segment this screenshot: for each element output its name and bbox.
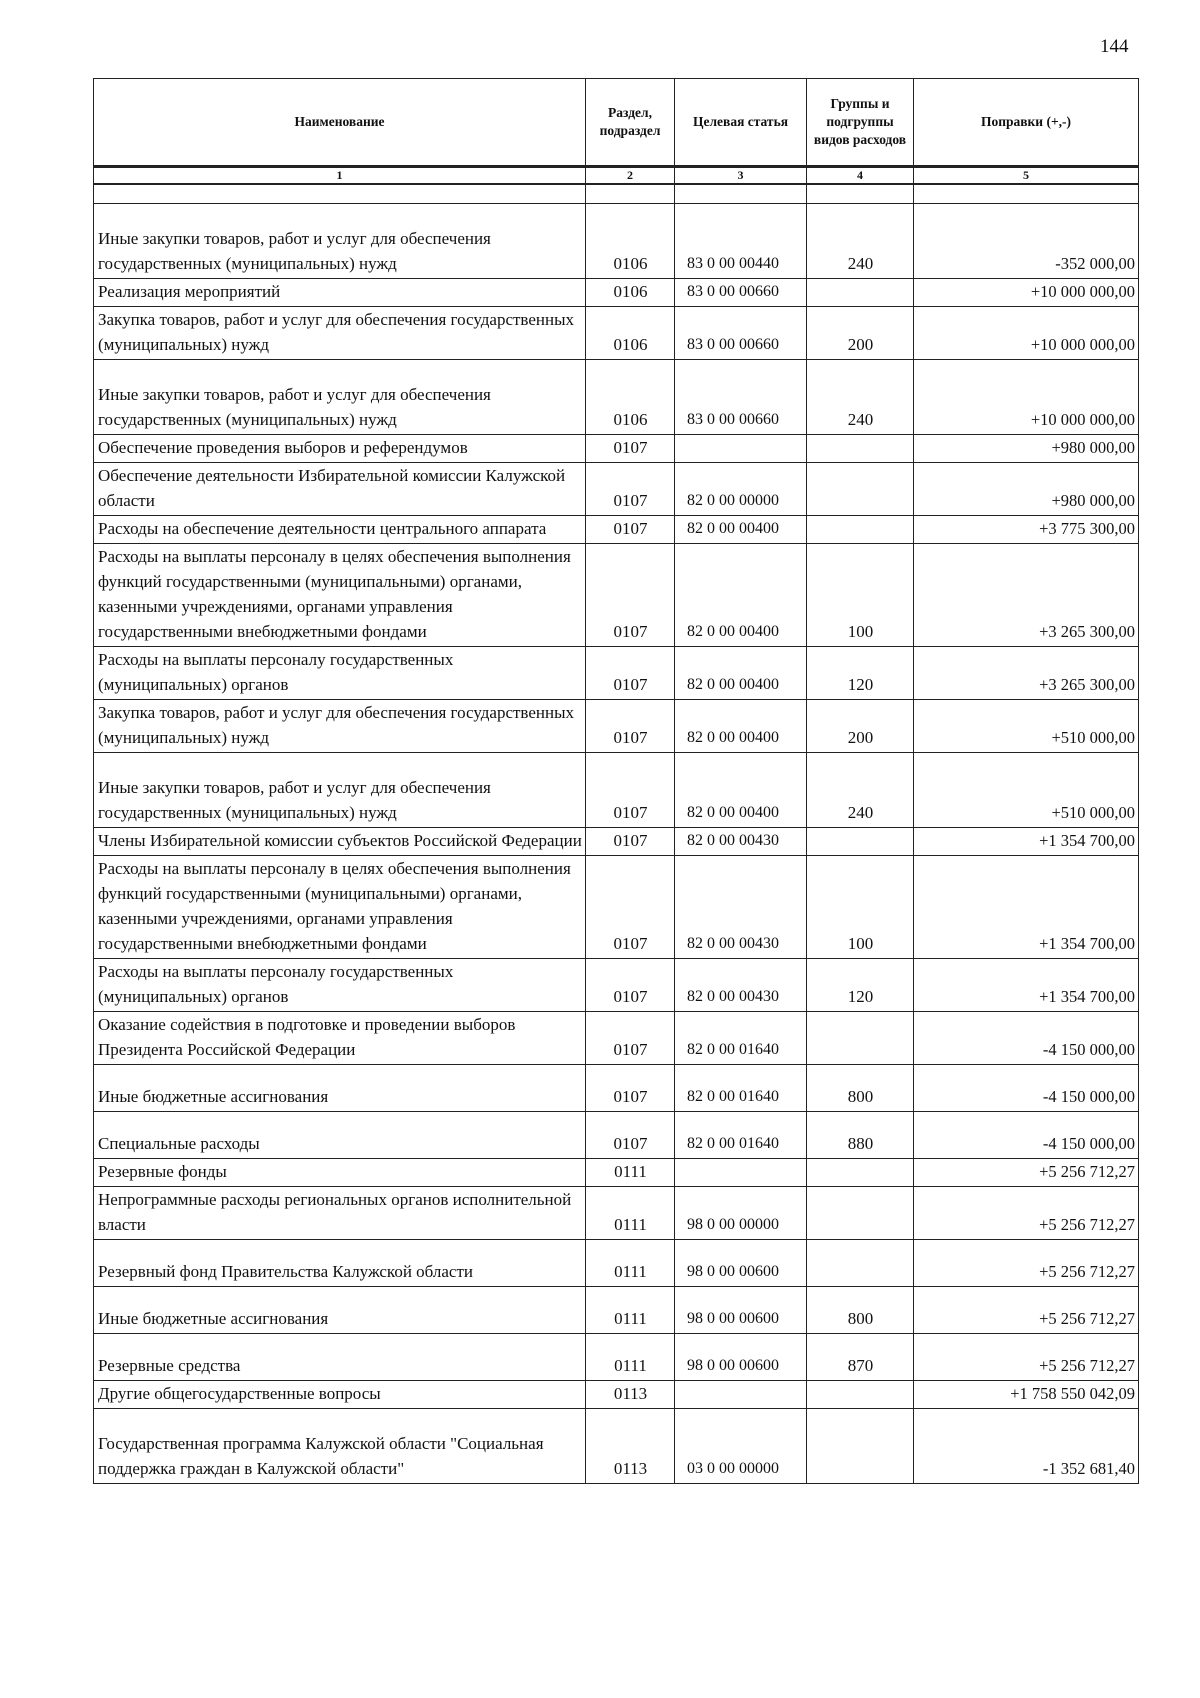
row-group-cell	[807, 1240, 914, 1287]
row-group-cell: 200	[807, 307, 914, 360]
row-amount-cell: -4 150 000,00	[914, 1012, 1139, 1065]
row-name-cell: Расходы на обеспечение деятельности центрального аппарата	[94, 516, 586, 544]
row-group-cell: 800	[807, 1065, 914, 1112]
table-row	[94, 279, 1139, 307]
row-section-cell: 0111	[586, 1287, 675, 1334]
header-section: Раздел, подраздел	[586, 79, 675, 167]
header-groups: Группы и подгруппы видов расходов	[807, 79, 914, 167]
row-name-cell: Непрограммные расходы региональных органов исполнительной власти	[94, 1187, 586, 1240]
row-section-cell: 0113	[586, 1381, 675, 1409]
row-amount-cell: +5 256 712,27	[914, 1240, 1139, 1287]
row-amount-cell: +10 000 000,00	[914, 279, 1139, 307]
row-section-cell: 0107	[586, 959, 675, 1012]
row-amount-cell: +5 256 712,27	[914, 1159, 1139, 1187]
row-name-cell: Реализация мероприятий	[94, 279, 586, 307]
row-section-cell: 0107	[586, 544, 675, 647]
row-name-cell: Обеспечение проведения выборов и референдумов	[94, 435, 586, 463]
spacer-row	[94, 184, 1139, 204]
row-amount-cell: +1 354 700,00	[914, 856, 1139, 959]
spacer-cell	[675, 184, 807, 204]
row-section-cell: 0111	[586, 1159, 675, 1187]
row-name-cell: Государственная программа Калужской области "Социальная поддержка граждан в Калужской области"	[94, 1409, 586, 1484]
table-row	[94, 1012, 1139, 1065]
budget-amendments-table	[93, 78, 1139, 1484]
row-amount-cell: +3 265 300,00	[914, 544, 1139, 647]
header-row	[94, 79, 1139, 167]
row-group-cell	[807, 1381, 914, 1409]
row-amount-cell: +5 256 712,27	[914, 1187, 1139, 1240]
row-group-cell	[807, 1159, 914, 1187]
table-row	[94, 856, 1139, 959]
row-target-cell: 82 0 00 01640	[675, 1012, 807, 1065]
row-target-cell: 82 0 00 01640	[675, 1065, 807, 1112]
table-row	[94, 544, 1139, 647]
row-amount-cell: +1 354 700,00	[914, 959, 1139, 1012]
row-group-cell: 240	[807, 753, 914, 828]
row-target-cell: 83 0 00 00660	[675, 279, 807, 307]
row-group-cell: 240	[807, 204, 914, 279]
row-name-cell: Оказание содействия в подготовке и проведении выборов Президента Российской Федерации	[94, 1012, 586, 1065]
row-name-cell: Иные закупки товаров, работ и услуг для обеспечения государственных (муниципальных) нужд	[94, 753, 586, 828]
row-amount-cell: +5 256 712,27	[914, 1334, 1139, 1381]
row-group-cell: 100	[807, 544, 914, 647]
row-group-cell	[807, 1012, 914, 1065]
row-amount-cell: +510 000,00	[914, 753, 1139, 828]
column-number-row	[94, 167, 1139, 185]
row-section-cell: 0107	[586, 753, 675, 828]
row-group-cell: 120	[807, 647, 914, 700]
row-group-cell: 100	[807, 856, 914, 959]
table-row	[94, 1240, 1139, 1287]
column-number: 2	[586, 167, 675, 185]
table-row	[94, 1287, 1139, 1334]
spacer-cell	[586, 184, 675, 204]
row-target-cell: 82 0 00 00430	[675, 828, 807, 856]
row-target-cell: 98 0 00 00600	[675, 1287, 807, 1334]
row-amount-cell: +10 000 000,00	[914, 360, 1139, 435]
table-row	[94, 360, 1139, 435]
table-row	[94, 435, 1139, 463]
row-section-cell: 0107	[586, 856, 675, 959]
table-body	[94, 184, 1139, 1484]
row-group-cell	[807, 435, 914, 463]
row-amount-cell: +10 000 000,00	[914, 307, 1139, 360]
table-row	[94, 1381, 1139, 1409]
row-name-cell: Иные закупки товаров, работ и услуг для обеспечения государственных (муниципальных) нужд	[94, 360, 586, 435]
row-name-cell: Закупка товаров, работ и услуг для обеспечения государственных (муниципальных) нужд	[94, 307, 586, 360]
column-number: 3	[675, 167, 807, 185]
row-amount-cell: -352 000,00	[914, 204, 1139, 279]
table-row	[94, 1112, 1139, 1159]
table-row	[94, 700, 1139, 753]
row-section-cell: 0107	[586, 516, 675, 544]
row-name-cell: Специальные расходы	[94, 1112, 586, 1159]
spacer-cell	[914, 184, 1139, 204]
row-name-cell: Закупка товаров, работ и услуг для обеспечения государственных (муниципальных) нужд	[94, 700, 586, 753]
row-target-cell: 82 0 00 00400	[675, 700, 807, 753]
row-section-cell: 0106	[586, 204, 675, 279]
row-section-cell: 0106	[586, 279, 675, 307]
header-amendments: Поправки (+,-)	[914, 79, 1139, 167]
table-row	[94, 1334, 1139, 1381]
row-group-cell	[807, 516, 914, 544]
row-amount-cell: -1 352 681,40	[914, 1409, 1139, 1484]
row-name-cell: Иные бюджетные ассигнования	[94, 1287, 586, 1334]
row-target-cell: 82 0 00 01640	[675, 1112, 807, 1159]
row-target-cell	[675, 1381, 807, 1409]
row-group-cell: 240	[807, 360, 914, 435]
row-amount-cell: +980 000,00	[914, 463, 1139, 516]
row-group-cell: 800	[807, 1287, 914, 1334]
row-group-cell	[807, 463, 914, 516]
row-target-cell: 83 0 00 00440	[675, 204, 807, 279]
row-amount-cell: +5 256 712,27	[914, 1287, 1139, 1334]
table-row	[94, 1409, 1139, 1484]
row-section-cell: 0107	[586, 1112, 675, 1159]
row-name-cell: Резервные фонды	[94, 1159, 586, 1187]
row-name-cell: Расходы на выплаты персоналу в целях обеспечения выполнения функций государственными (муниципальными) органами, казенными учреждениями, органами управления государственными внебюджетными фондами	[94, 544, 586, 647]
row-section-cell: 0107	[586, 647, 675, 700]
spacer-cell	[807, 184, 914, 204]
row-target-cell: 82 0 00 00400	[675, 516, 807, 544]
row-target-cell: 83 0 00 00660	[675, 360, 807, 435]
row-group-cell	[807, 828, 914, 856]
row-amount-cell: +1 354 700,00	[914, 828, 1139, 856]
row-name-cell: Иные бюджетные ассигнования	[94, 1065, 586, 1112]
table-row	[94, 307, 1139, 360]
row-section-cell: 0111	[586, 1240, 675, 1287]
column-number: 4	[807, 167, 914, 185]
row-name-cell: Расходы на выплаты персоналу государственных (муниципальных) органов	[94, 647, 586, 700]
row-section-cell: 0107	[586, 435, 675, 463]
row-amount-cell: -4 150 000,00	[914, 1065, 1139, 1112]
row-target-cell: 82 0 00 00400	[675, 544, 807, 647]
row-name-cell: Расходы на выплаты персоналу государственных (муниципальных) органов	[94, 959, 586, 1012]
table-row	[94, 828, 1139, 856]
row-name-cell: Резервный фонд Правительства Калужской области	[94, 1240, 586, 1287]
table-row	[94, 1187, 1139, 1240]
table-row	[94, 959, 1139, 1012]
row-section-cell: 0107	[586, 700, 675, 753]
row-name-cell: Обеспечение деятельности Избирательной комиссии Калужской области	[94, 463, 586, 516]
row-section-cell: 0106	[586, 307, 675, 360]
spacer-cell	[94, 184, 586, 204]
row-section-cell: 0106	[586, 360, 675, 435]
row-amount-cell: +1 758 550 042,09	[914, 1381, 1139, 1409]
row-target-cell: 82 0 00 00430	[675, 959, 807, 1012]
header-name: Наименование	[94, 79, 586, 167]
row-name-cell: Расходы на выплаты персоналу в целях обеспечения выполнения функций государственными (муниципальными) органами, казенными учреждениями, органами управления государственными внебюджетными фондами	[94, 856, 586, 959]
row-target-cell: 98 0 00 00000	[675, 1187, 807, 1240]
row-name-cell: Другие общегосударственные вопросы	[94, 1381, 586, 1409]
row-section-cell: 0107	[586, 1012, 675, 1065]
row-amount-cell: +980 000,00	[914, 435, 1139, 463]
row-group-cell: 880	[807, 1112, 914, 1159]
row-target-cell: 98 0 00 00600	[675, 1240, 807, 1287]
column-number: 5	[914, 167, 1139, 185]
row-group-cell: 870	[807, 1334, 914, 1381]
row-section-cell: 0111	[586, 1187, 675, 1240]
row-section-cell: 0107	[586, 1065, 675, 1112]
row-section-cell: 0111	[586, 1334, 675, 1381]
header-target: Целевая статья	[675, 79, 807, 167]
row-section-cell: 0113	[586, 1409, 675, 1484]
row-target-cell: 83 0 00 00660	[675, 307, 807, 360]
row-group-cell	[807, 1409, 914, 1484]
row-group-cell: 200	[807, 700, 914, 753]
table-row	[94, 204, 1139, 279]
page-number: 144	[1100, 36, 1129, 57]
row-name-cell: Резервные средства	[94, 1334, 586, 1381]
row-name-cell: Члены Избирательной комиссии субъектов Российской Федерации	[94, 828, 586, 856]
table-row	[94, 647, 1139, 700]
row-target-cell	[675, 435, 807, 463]
row-section-cell: 0107	[586, 463, 675, 516]
row-name-cell: Иные закупки товаров, работ и услуг для обеспечения государственных (муниципальных) нужд	[94, 204, 586, 279]
table-row	[94, 516, 1139, 544]
row-target-cell: 03 0 00 00000	[675, 1409, 807, 1484]
table-row	[94, 753, 1139, 828]
row-amount-cell: -4 150 000,00	[914, 1112, 1139, 1159]
row-target-cell: 98 0 00 00600	[675, 1334, 807, 1381]
row-amount-cell: +3 775 300,00	[914, 516, 1139, 544]
table-row	[94, 1159, 1139, 1187]
row-target-cell	[675, 1159, 807, 1187]
row-group-cell	[807, 279, 914, 307]
row-amount-cell: +510 000,00	[914, 700, 1139, 753]
column-number: 1	[94, 167, 586, 185]
row-target-cell: 82 0 00 00400	[675, 753, 807, 828]
table-row	[94, 1065, 1139, 1112]
table-row	[94, 463, 1139, 516]
row-target-cell: 82 0 00 00400	[675, 647, 807, 700]
row-target-cell: 82 0 00 00430	[675, 856, 807, 959]
row-group-cell: 120	[807, 959, 914, 1012]
row-group-cell	[807, 1187, 914, 1240]
row-section-cell: 0107	[586, 828, 675, 856]
row-target-cell: 82 0 00 00000	[675, 463, 807, 516]
row-amount-cell: +3 265 300,00	[914, 647, 1139, 700]
